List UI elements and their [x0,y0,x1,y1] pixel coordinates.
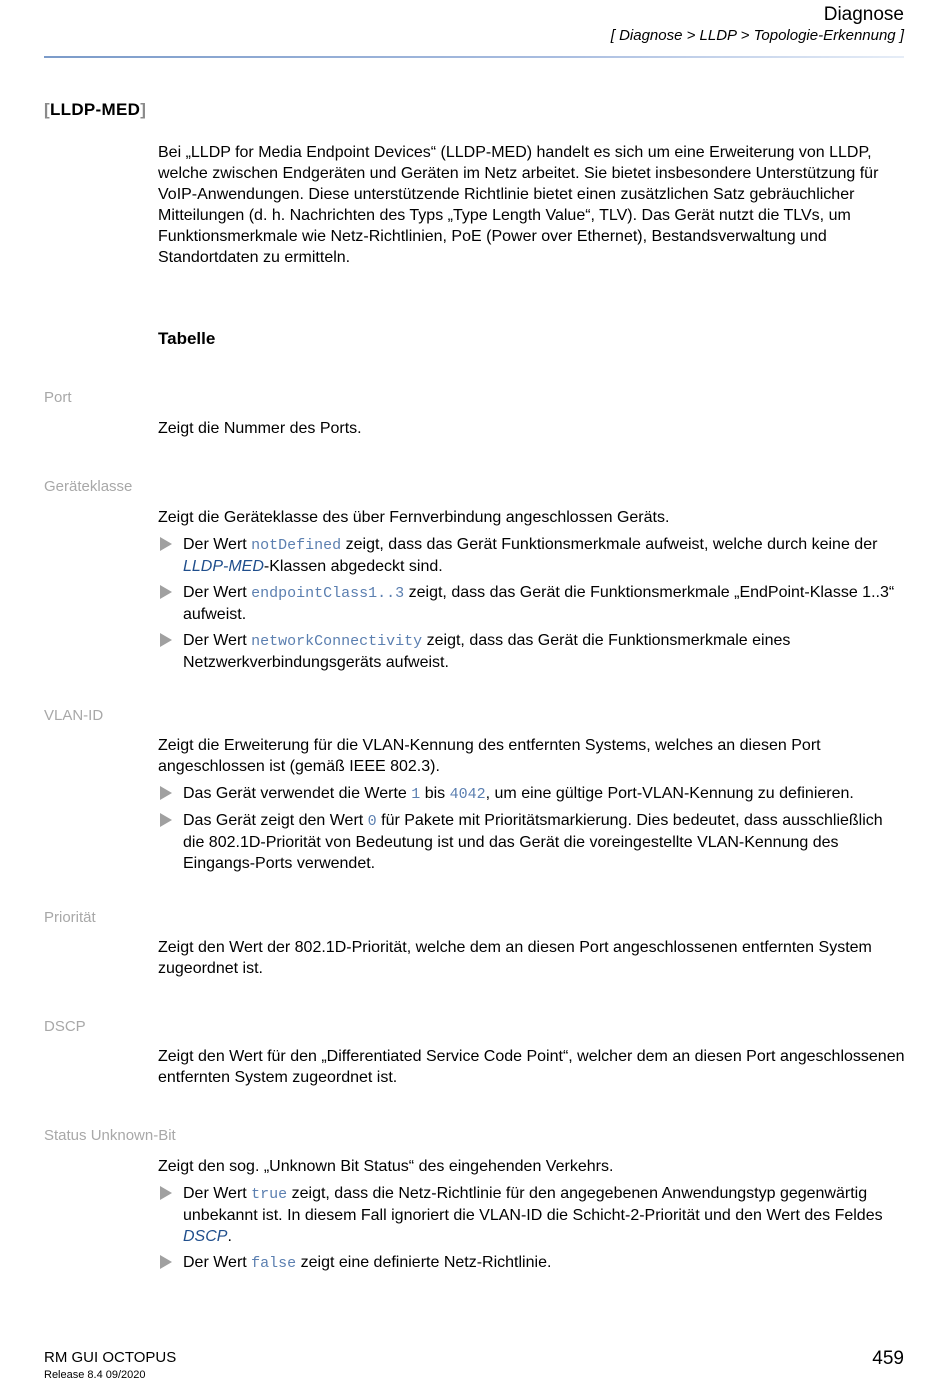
section-bracket-close: ] [140,100,147,119]
bullet-triangle-icon [160,813,172,827]
text: . [227,1228,232,1245]
section-title-text: LLDP-MED [49,100,141,119]
code-value: true [251,1186,288,1203]
text: bis [420,785,450,802]
section-bracket-open: [ [44,100,50,119]
port-description: Zeigt die Nummer des Ports. [158,420,362,437]
text: zeigt, dass das Gerät die Funktionsmerkmale „EndPoint-Klasse 1..3“ aufweist. [183,584,895,623]
text: -Klassen abgedeckt sind. [263,558,443,575]
text: Das Gerät zeigt den Wert [183,812,368,829]
desc-vlan-id [158,735,906,879]
status-unknown-description: Zeigt den sog. „Unknown Bit Status“ des eingehenden Verkehrs. [158,1158,614,1175]
bullet-triangle-icon [160,786,172,800]
device-class-description: Zeigt die Geräteklasse des über Fernverbindung angeschlossen Geräts. [158,509,670,526]
bullet-triangle-icon [160,1255,172,1269]
section-intro [158,142,906,274]
footer-page-number: 459 [872,1348,904,1369]
term-vlan-id: VLAN-ID [44,707,104,724]
link-dscp[interactable]: DSCP [183,1228,228,1245]
code-value: networkConnectivity [251,633,423,650]
code-value: 4042 [449,786,486,803]
dscp-description: Zeigt den Wert für den „Differentiated Service Code Point“, welcher dem an diesen Port angeschlossenen entfernten System zugeordnet ist. [158,1048,905,1086]
term-priority: Priorität [44,909,96,926]
desc-device-class [158,507,906,678]
text: Der Wert [183,584,252,601]
subheading-tabelle: Tabelle [158,329,216,348]
header-breadcrumb: [ Diagnose > LLDP > Topologie-Erkennung ] [610,27,904,44]
text: Das Gerät verwendet die Werte [183,785,412,802]
term-dscp: DSCP [44,1018,86,1035]
desc-port [158,418,906,445]
vlan-id-description: Zeigt die Erweiterung für die VLAN-Kennung des entfernten Systems, welches an diesen Port angeschlossen ist (gemäß IEEE 802.3). [158,737,821,775]
text: Der Wert [183,1185,252,1202]
text: , um eine gültige Port-VLAN-Kennung zu definieren. [485,785,854,802]
code-value: notDefined [251,537,342,554]
bullet-triangle-icon [160,1186,172,1200]
section-title [44,100,146,120]
link-lldp-med[interactable]: LLDP-MED [183,558,264,575]
footer-release: Release 8.4 09/2020 [44,1369,146,1381]
device-class-list [158,534,906,673]
text: zeigt, dass die Netz-Richtlinie für den angegebenen Anwendungstyp gegenwärtig unbekannt ist. In diesem Fall ignoriert die VLAN-ID die Schicht-2-Priorität und den Wert des Feldes [183,1185,883,1224]
status-unknown-list [158,1183,906,1274]
desc-status-unknown-bit [158,1156,906,1279]
priority-description: Zeigt den Wert der 802.1D-Priorität, welche dem an diesen Port angeschlossenen entfernten System zugeordnet ist. [158,939,872,977]
term-port: Port [44,389,72,406]
text: zeigt eine definierte Netz-Richtlinie. [296,1254,552,1271]
bullet-triangle-icon [160,585,172,599]
list-item [158,582,906,625]
bullet-triangle-icon [160,537,172,551]
text: Der Wert [183,536,252,553]
header-chapter-title: Diagnose [823,4,904,25]
list-item [158,1183,906,1247]
code-value: 1 [411,786,421,803]
intro-paragraph: Bei „LLDP for Media Endpoint Devices“ (LLDP-MED) handelt es sich um eine Erweiterung von LLDP, welche zwischen Endgeräten und Geräten im Netz arbeitet. Sie bietet insbesondere Unterstützung für VoIP-Anwendungen. Diese unterstützende Richtlinie bietet einen zusätzlichen Satz gebräuchlicher Mitteilungen (d. h. Nachrichten des Typs „Type Length Value“, TLV). Das Gerät nutzt die TLVs, um Funktionsmerkmale wie Netz-Richtlinien, PoE (Power over Ethernet), Bestandsverwaltung und Standortdaten zu ermitteln. [158,144,879,266]
footer-product: RM GUI OCTOPUS [44,1349,177,1366]
term-device-class: Geräteklasse [44,478,133,495]
text: zeigt, dass das Gerät Funktionsmerkmale aufweist, welche durch keine der [341,536,878,553]
bullet-triangle-icon [160,633,172,647]
code-value: 0 [367,813,377,830]
code-value: false [251,1255,297,1272]
text: zeigt, dass das Gerät die Funktionsmerkmale eines Netzwerkverbindungsgeräts aufweist. [183,632,791,671]
text: für Pakete mit Prioritätsmarkierung. Dies bedeutet, dass ausschließlich die 802.1D-Priorität von Bedeutung ist und das Gerät die voreingestellte VLAN-Kennung des Eingangs-Ports verwendet. [183,812,883,872]
list-item [158,783,906,805]
text: Der Wert [183,1254,252,1271]
term-status-unknown-bit: Status Unknown-Bit [44,1127,176,1144]
list-item [158,1252,906,1274]
text: Der Wert [183,632,252,649]
vlan-id-list [158,783,906,874]
code-value: endpointClass1..3 [251,585,405,602]
list-item [158,630,906,673]
desc-dscp [158,1046,906,1094]
desc-priority [158,937,906,985]
list-item [158,810,906,874]
header-divider [44,56,904,58]
list-item [158,534,906,577]
